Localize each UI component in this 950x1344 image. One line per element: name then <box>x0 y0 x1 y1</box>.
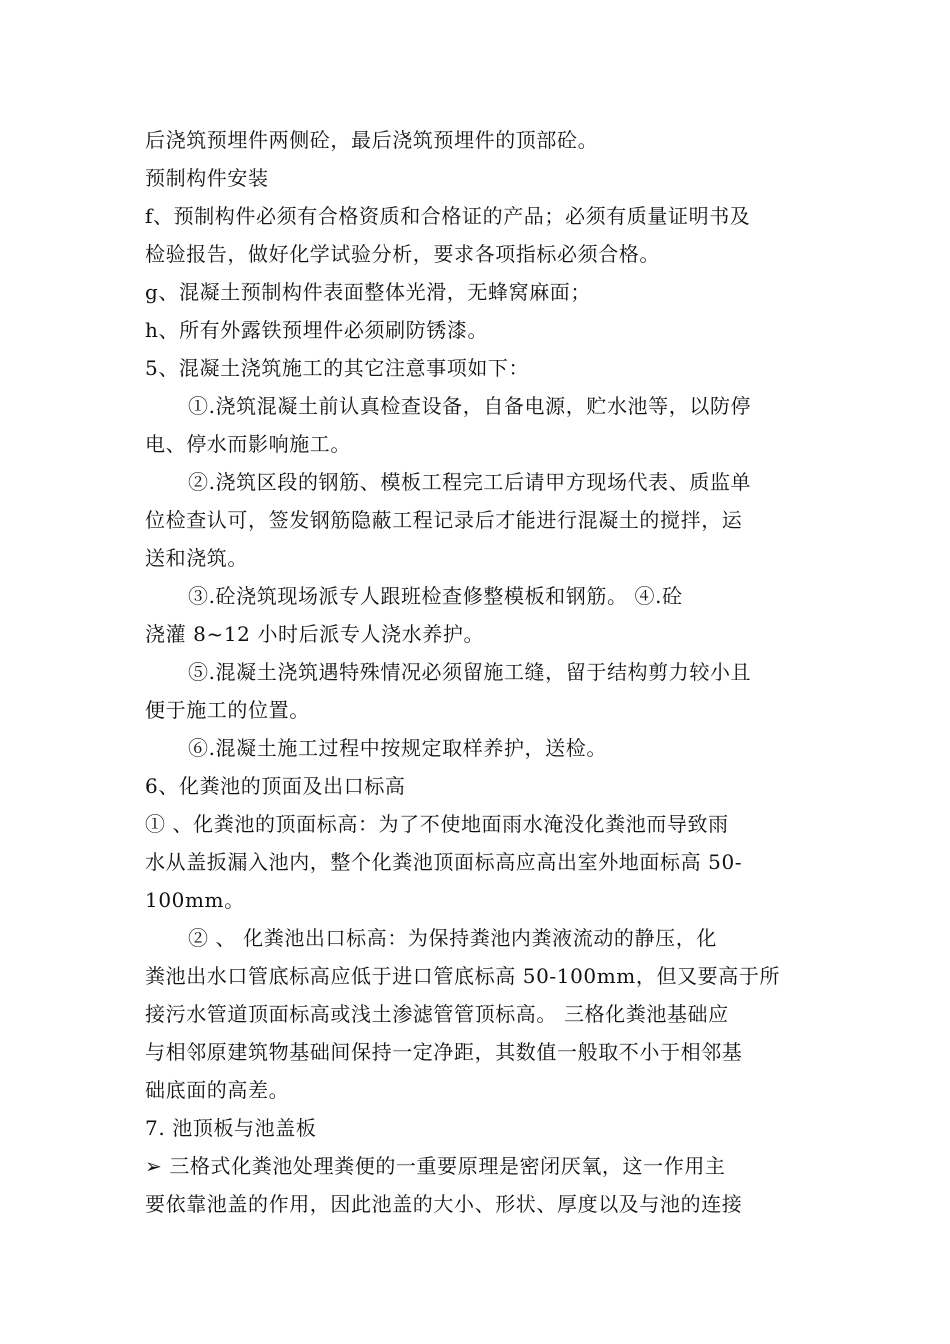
text-line: g、混凝土预制构件表面整体光滑，无蜂窝麻面； <box>145 280 592 304</box>
text-line: 电、停水而影响施工。 <box>145 432 351 456</box>
section-heading: 5、混凝土浇筑施工的其它注意事项如下： <box>145 356 530 380</box>
text-line: ⑤.混凝土浇筑遇特殊情况必须留施工缝，留于结构剪力较小且 <box>188 660 752 684</box>
text-line: f、预制构件必须有合格资质和合格证的产品；必须有质量证明书及 <box>145 204 751 228</box>
text-line: 送和浇筑。 <box>145 546 248 570</box>
text-line: 检验报告，做好化学试验分析，要求各项指标必须合格。 <box>145 242 660 266</box>
text-line: 与相邻原建筑物基础间保持一定净距，其数值一般取不小于相邻基 <box>145 1040 743 1064</box>
text-line: 水从盖扳漏入池内，整个化粪池顶面标高应高出室外地面标高 50- <box>145 850 743 874</box>
text-line: 础底面的高差。 <box>145 1078 290 1102</box>
section-heading: 6、化粪池的顶面及出口标高 <box>145 774 406 798</box>
text-line: 位检查认可，签发钢筋隐蔽工程记录后才能进行混凝土的搅拌，运 <box>145 508 743 532</box>
section-heading: 7. 池顶板与池盖板 <box>145 1116 317 1140</box>
text-line: ③.砼浇筑现场派专人跟班检查修整模板和钢筋。 ④.砼 <box>188 584 683 608</box>
text-line: ① 、化粪池的顶面标高：为了不使地面雨水淹没化粪池而导致雨 <box>145 812 729 836</box>
text-line: 接污水管道顶面标高或浅土渗滤管管顶标高。 三格化粪池基础应 <box>145 1002 729 1026</box>
text-line: ➢ 三格式化粪池处理粪便的一重要原理是密闭厌氧，这一作用主 <box>145 1154 726 1178</box>
text-line: 100mm。 <box>145 888 245 912</box>
text-line: ②.浇筑区段的钢筋、模板工程完工后请甲方现场代表、质监单 <box>188 470 752 494</box>
section-heading: 预制构件安装 <box>145 166 269 190</box>
text-line: 要依靠池盖的作用，因此池盖的大小、形状、厚度以及与池的连接 <box>145 1192 743 1216</box>
text-line: 便于施工的位置。 <box>145 698 310 722</box>
text-line: 浇灌 8~12 小时后派专人浇水养护。 <box>145 622 485 646</box>
text-line: ①.浇筑混凝土前认真检查设备，自备电源，贮水池等，以防停 <box>188 394 752 418</box>
text-line: h、所有外露铁预埋件必须刷防锈漆。 <box>145 318 489 342</box>
text-line: 后浇筑预埋件两侧砼，最后浇筑预埋件的顶部砼。 <box>145 128 599 152</box>
text-line: ② 、 化粪池出口标高：为保持粪池内粪液流动的静压，化 <box>188 926 717 950</box>
text-line: 粪池出水口管底标高应低于进口管底标高 50-100mm，但又要高于所 <box>145 964 781 988</box>
text-line: ⑥.混凝土施工过程中按规定取样养护，送检。 <box>188 736 607 760</box>
